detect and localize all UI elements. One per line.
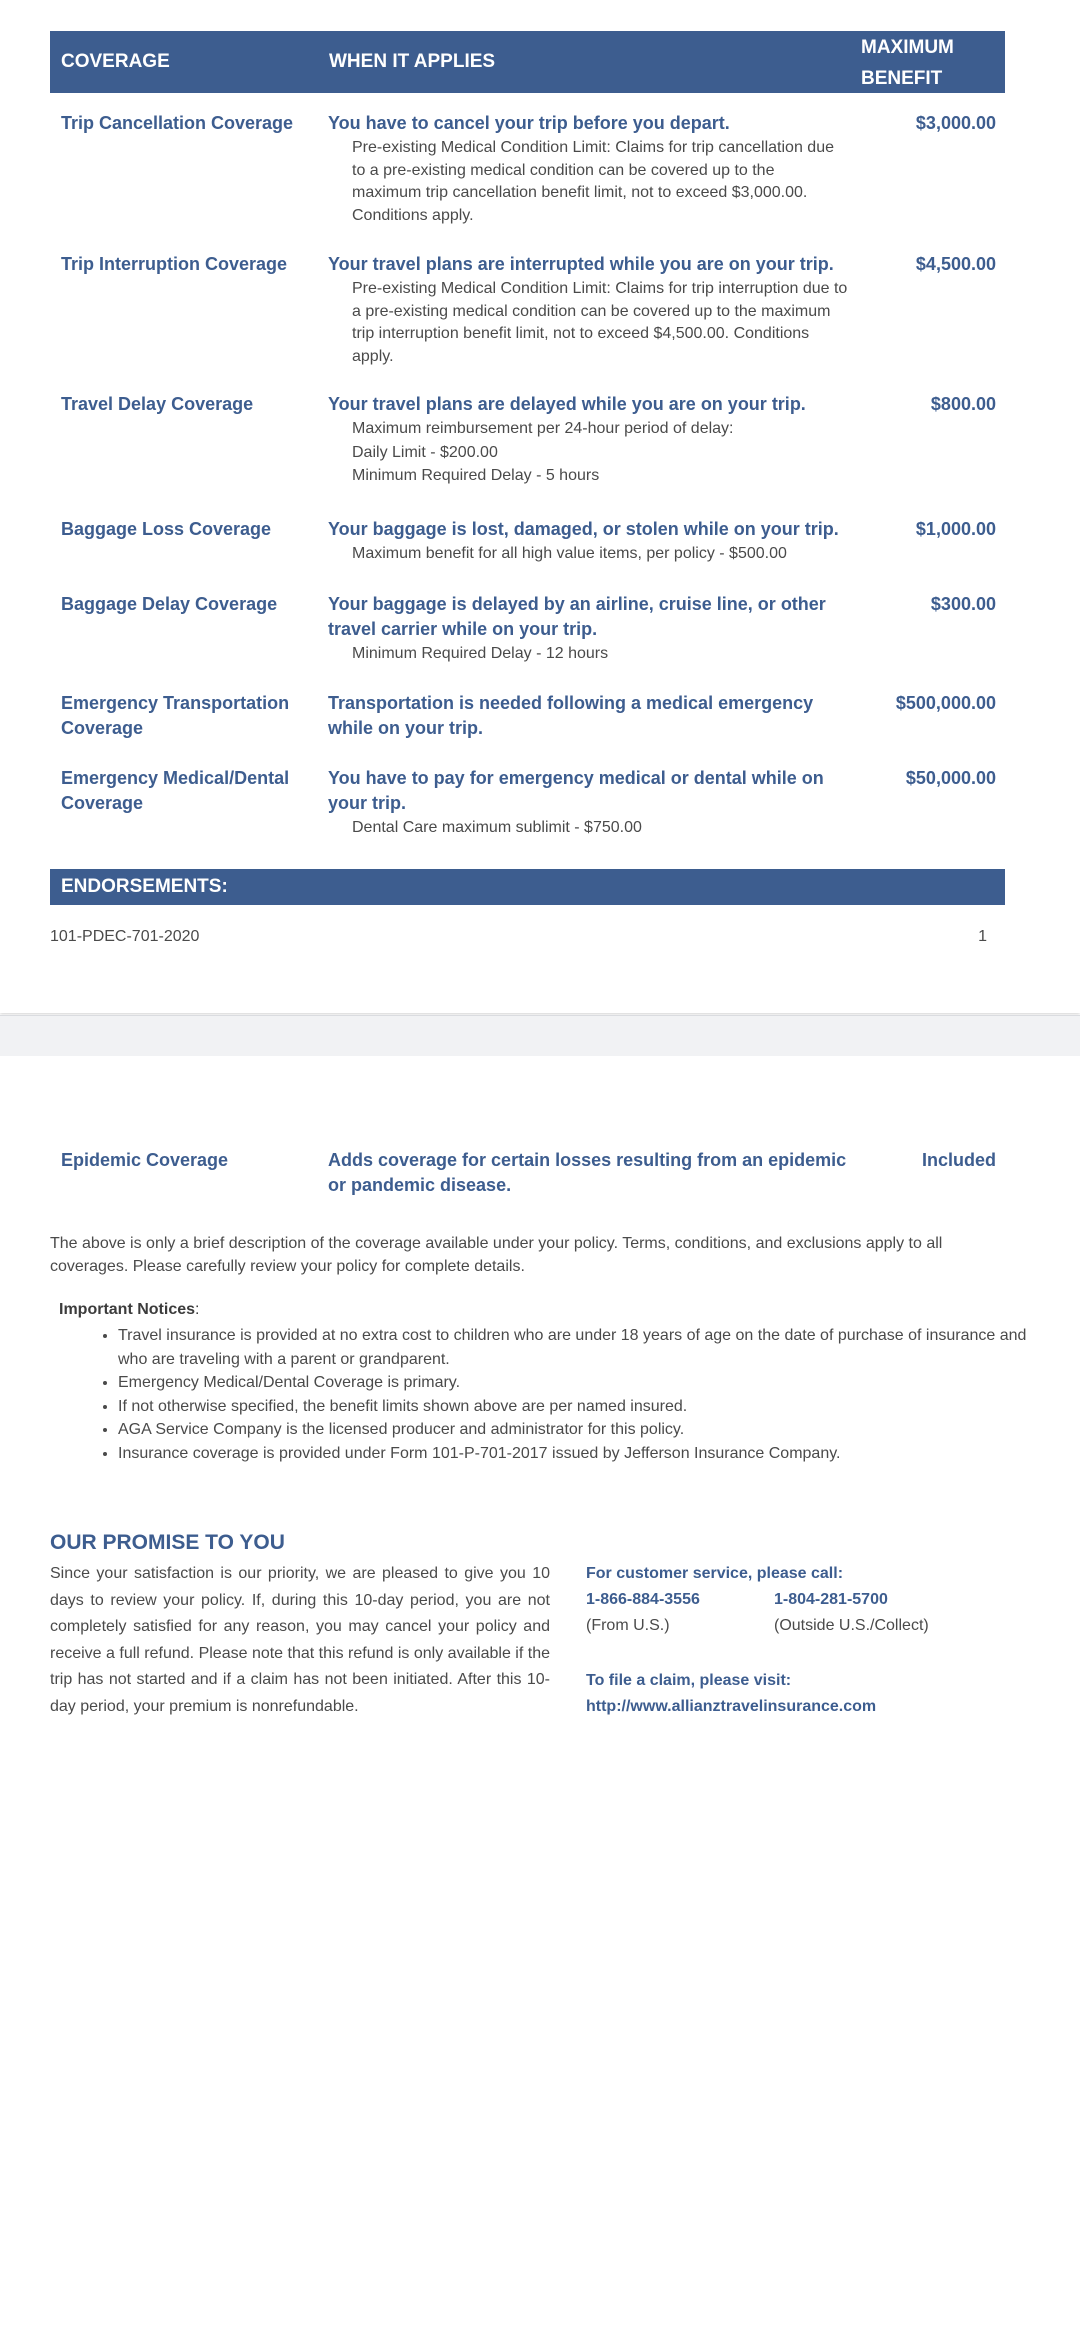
- coverage-name: Travel Delay Coverage: [61, 394, 254, 414]
- phone-intl-note: (Outside U.S./Collect): [774, 1617, 929, 1634]
- coverage-name: Emergency Medical/Dental Coverage: [61, 768, 290, 813]
- important-notices-list: [68, 1324, 1038, 1465]
- notice-item: • Insurance coverage is provided under Form 101-P-701-2017 issued by Jefferson Insurance Company.: [118, 1442, 1038, 1466]
- endorsement-description: [328, 1148, 848, 1198]
- form-code: 101-PDEC-701-2020: [50, 928, 200, 945]
- coverage-trigger: Transportation is needed following a medical emergency while on your trip.: [328, 693, 814, 738]
- claim-label: To file a claim, please visit:: [586, 1672, 792, 1689]
- notice-item: • If not otherwise specified, the benefit limits shown above are per named insured.: [118, 1395, 1038, 1419]
- coverage-maximum-benefit: $300.00: [930, 594, 996, 614]
- coverage-trigger: Your travel plans are delayed while you are on your trip.: [328, 394, 806, 414]
- notice-item: • Travel insurance is provided at no extra cost to children who are under 18 years of age on the date of purchase of insurance and who are traveling with a parent or grandparent.: [118, 1324, 1038, 1371]
- page-number: 1: [978, 928, 987, 945]
- phone-us-note: (From U.S.): [586, 1617, 670, 1634]
- coverage-when-it-applies: [328, 252, 848, 368]
- important-notices-label: Important Notices: [59, 1301, 196, 1318]
- important-notices-title: [59, 1301, 199, 1319]
- coverage-name: Trip Interruption Coverage: [61, 254, 288, 274]
- coverage-detail-line: Minimum Required Delay - 5 hours: [352, 467, 600, 484]
- promise-title: OUR PROMISE TO YOU: [50, 1531, 285, 1554]
- coverage-name: Trip Cancellation Coverage: [61, 113, 294, 133]
- promise-body: Since your satisfaction is our priority, we are pleased to give you 10 days to review your policy. If, during this 10-day period, you are not completely satisfied for any reason, you may cancel your policy and receive a full refund. Please note that this refund is only available if the trip has not started and if a claim has not been initiated. After this 10-day period, your premium is nonrefundable.: [50, 1565, 550, 1715]
- coverage-trigger: You have to cancel your trip before you depart.: [328, 113, 730, 133]
- coverage-when-it-applies: [328, 592, 848, 666]
- coverage-maximum-benefit: $50,000.00: [905, 768, 996, 788]
- coverage-detail-line: Daily Limit - $200.00: [352, 443, 498, 461]
- coverage-maximum-benefit: $3,000.00: [915, 113, 996, 133]
- coverage-maximum-benefit: $800.00: [930, 394, 996, 414]
- coverage-detail-line: Maximum reimbursement per 24-hour period of delay:: [352, 420, 734, 437]
- endorsement-coverage-name: Epidemic Coverage: [61, 1150, 229, 1170]
- document-page-2: [0, 1056, 1080, 2340]
- coverage-detail-line: Dental Care maximum sublimit - $750.00: [352, 819, 642, 836]
- coverage-when-it-applies: [328, 111, 848, 227]
- coverage-name: Emergency Transportation Coverage: [61, 693, 290, 738]
- header-when-it-applies: WHEN IT APPLIES: [329, 51, 496, 72]
- header-maximum-line2: BENEFIT: [861, 68, 943, 89]
- coverage-maximum-benefit: $4,500.00: [915, 254, 996, 274]
- coverage-details: [328, 137, 848, 227]
- coverage-maximum-benefit: $1,000.00: [915, 519, 996, 539]
- coverage-detail-line: Pre-existing Medical Condition Limit: Claims for trip cancellation due to a pre-existing medical condition can be covered up to the maximum trip cancellation benefit limit, not to exceed $3,000.00. Conditions apply.: [352, 139, 834, 224]
- coverage-trigger: Your travel plans are interrupted while you are on your trip.: [328, 254, 834, 274]
- coverage-when-it-applies: [328, 517, 848, 566]
- coverage-name: Baggage Loss Coverage: [61, 519, 272, 539]
- important-notices-colon: :: [195, 1301, 200, 1318]
- coverage-trigger: Your baggage is lost, damaged, or stolen while on your trip.: [328, 519, 839, 539]
- coverage-name: Baggage Delay Coverage: [61, 594, 278, 614]
- claim-url-link[interactable]: http://www.allianztravelinsurance.com: [586, 1698, 877, 1715]
- header-maximum-line1: MAXIMUM: [861, 37, 954, 58]
- coverage-details: [328, 643, 848, 666]
- endorsement-lead: Adds coverage for certain losses resulting from an epidemic or pandemic disease.: [328, 1150, 847, 1195]
- phone-us[interactable]: 1-866-884-3556: [586, 1591, 700, 1608]
- coverage-trigger: Your baggage is delayed by an airline, cruise line, or other travel carrier while on your trip.: [328, 594, 826, 639]
- page-separator: [0, 1015, 1080, 1057]
- customer-service-label: For customer service, please call:: [586, 1565, 844, 1582]
- coverage-detail-line: Minimum Required Delay - 12 hours: [352, 645, 609, 662]
- endorsements-bar: [50, 869, 1005, 905]
- coverage-details: [328, 418, 848, 488]
- coverage-summary: The above is only a brief description of the coverage available under your policy. Terms, conditions, and exclusions apply to all coverages. Please carefully review your policy for complete details.: [50, 1235, 943, 1275]
- notice-item: • Emergency Medical/Dental Coverage is primary.: [118, 1371, 1038, 1395]
- header-maximum-benefit: [861, 32, 981, 94]
- endorsement-amount: Included: [921, 1150, 996, 1170]
- coverage-maximum-benefit: $500,000.00: [895, 693, 996, 713]
- coverage-detail-line: Maximum benefit for all high value items, per policy - $500.00: [352, 545, 787, 562]
- coverage-details: [328, 543, 848, 566]
- coverage-table-header: [50, 31, 1005, 93]
- endorsements-title: ENDORSEMENTS:: [61, 876, 228, 897]
- header-coverage: COVERAGE: [61, 51, 170, 72]
- coverage-details: [328, 278, 848, 368]
- coverage-detail-line: Pre-existing Medical Condition Limit: Claims for trip interruption due to a pre-existing medical condition can be covered up to the maximum trip interruption benefit limit, not to exceed $4,500.00. Conditions apply.: [352, 280, 848, 365]
- document-page-1: [0, 0, 1080, 1013]
- coverage-details: [328, 817, 848, 840]
- coverage-when-it-applies: [328, 392, 848, 488]
- coverage-trigger: You have to pay for emergency medical or dental while on your trip.: [328, 768, 824, 813]
- phone-intl[interactable]: 1-804-281-5700: [774, 1591, 888, 1608]
- coverage-when-it-applies: [328, 766, 848, 840]
- coverage-when-it-applies: [328, 691, 848, 741]
- notice-item: • AGA Service Company is the licensed producer and administrator for this policy.: [118, 1418, 1038, 1442]
